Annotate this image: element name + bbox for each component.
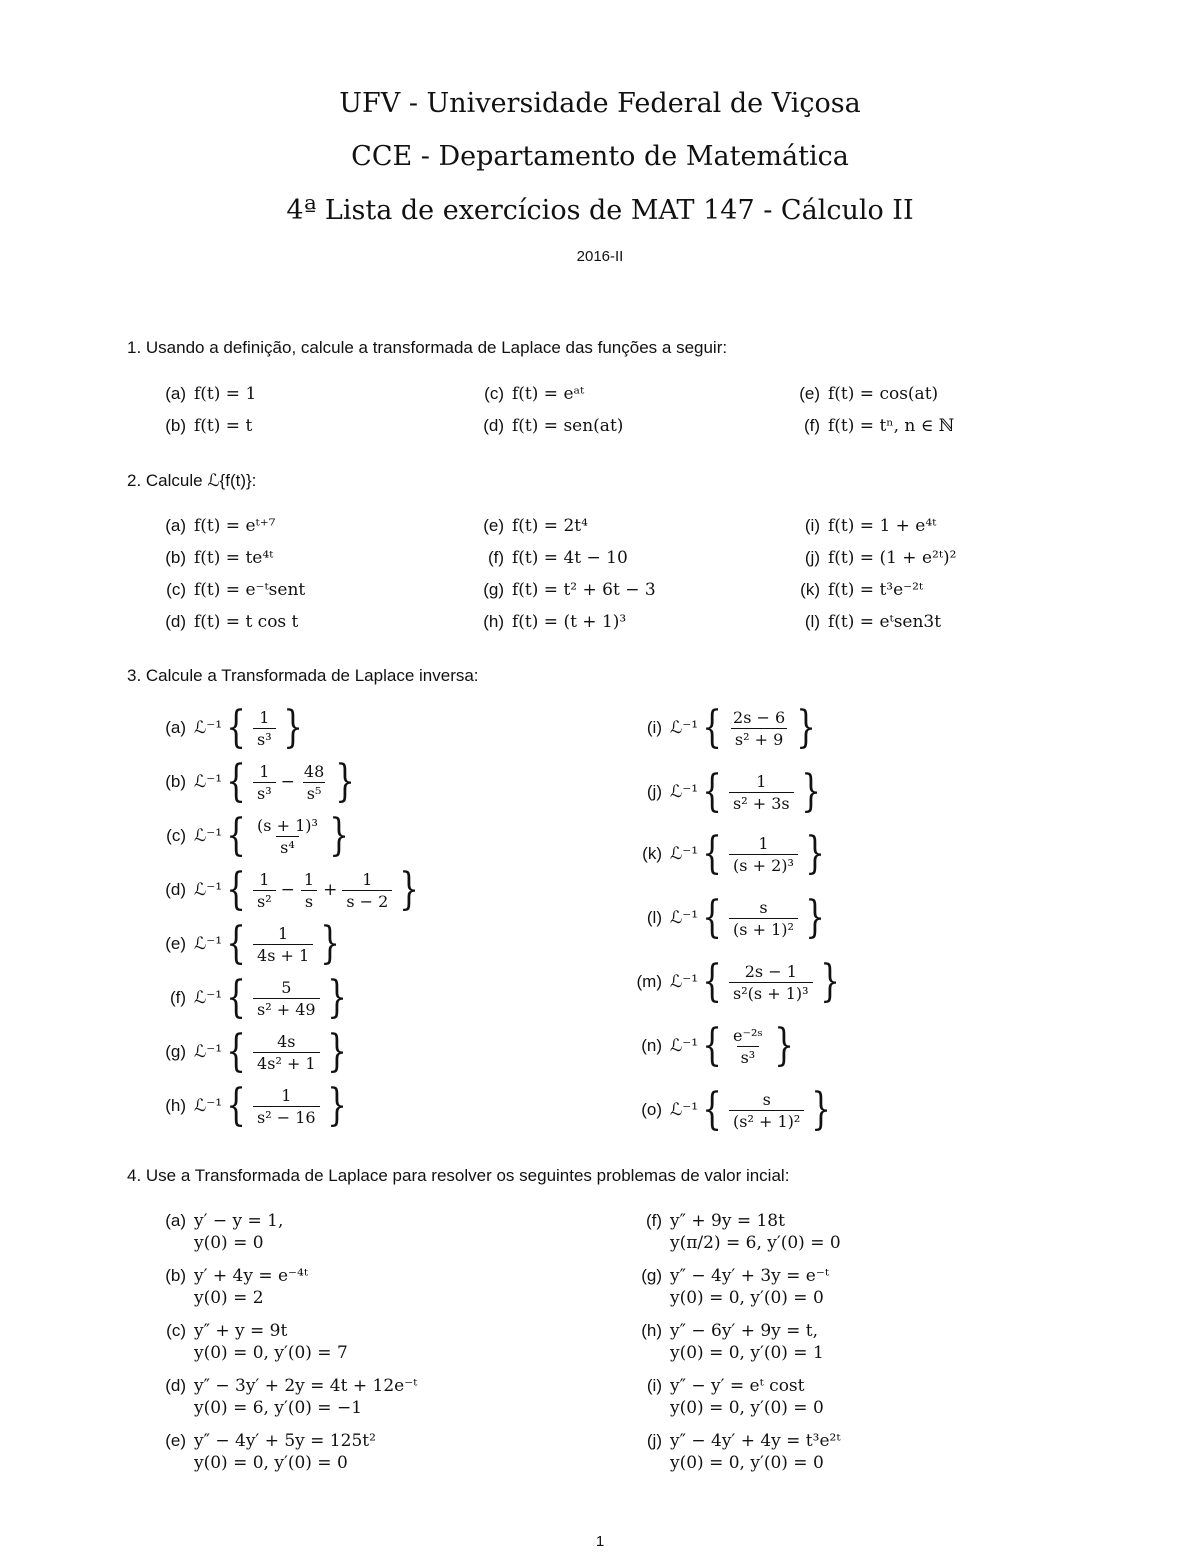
operator: + [323, 880, 338, 900]
inverse-operator: ℒ⁻¹ [670, 972, 699, 992]
item-label: (j) [646, 782, 662, 801]
item-expression: f(t) = t² + 6t − 3 [512, 580, 656, 600]
item-label: (e) [165, 1431, 186, 1450]
left-brace: { [702, 1084, 722, 1135]
ivp-initial-conditions: y(0) = 2 [194, 1288, 264, 1308]
inverse-laplace-item [150, 864, 423, 915]
math-row [150, 702, 307, 753]
inverse-laplace-item [626, 1020, 798, 1071]
numerator: 48 [303, 761, 325, 781]
numerator: 1 [303, 869, 315, 889]
ivp-item [150, 1376, 417, 1418]
inverse-operator: ℒ⁻¹ [194, 718, 223, 738]
item-expression: f(t) = 1 + e⁴ᵗ [828, 516, 937, 536]
right-brace: } [773, 1020, 794, 1071]
numerator: 1 [259, 869, 270, 889]
ivp-initial-conditions: y(0) = 0, y′(0) = 0 [194, 1453, 348, 1473]
numerator: (s + 1)³ [257, 815, 318, 835]
exercise-item [784, 384, 938, 404]
ivp-initial-conditions: y(π/2) = 6, y′(0) = 0 [670, 1233, 841, 1253]
inverse-operator: ℒ⁻¹ [670, 1036, 699, 1056]
item-expression: f(t) = t cos t [194, 612, 299, 632]
left-brace: { [702, 892, 722, 943]
item-label: (d) [483, 416, 504, 435]
exercise-item [784, 548, 956, 568]
numerator: 5 [281, 977, 292, 997]
math-row [150, 864, 423, 915]
item-expression: f(t) = sen(at) [512, 416, 624, 436]
math-row [626, 1084, 835, 1135]
exercise-item [150, 548, 273, 568]
inverse-operator: ℒ⁻¹ [670, 718, 699, 738]
exercise-item [468, 416, 623, 436]
inverse-laplace-item [626, 766, 825, 817]
item-label: (f) [645, 1211, 662, 1230]
item-expression: f(t) = 2t⁴ [512, 516, 588, 536]
fraction [729, 1026, 767, 1067]
denominator: (s² + 1)² [729, 1110, 804, 1131]
numerator: 1 [259, 707, 270, 727]
right-brace: } [329, 810, 349, 861]
numerator: s [762, 1089, 771, 1109]
numerator: 1 [259, 761, 270, 781]
ivp-initial-conditions: y(0) = 0, y′(0) = 1 [670, 1343, 824, 1363]
item-label: (a) [165, 1211, 186, 1230]
denominator: s³ [253, 728, 276, 749]
ivp-equation: y′ + 4y = e⁻⁴ᵗ [194, 1266, 309, 1286]
right-brace: } [320, 918, 341, 969]
left-brace: { [226, 702, 246, 753]
item-label: (b) [165, 772, 186, 791]
ivp-item [150, 1211, 283, 1253]
math-row [626, 702, 820, 753]
inverse-laplace-item [150, 810, 353, 861]
denominator: (s + 1)² [729, 918, 798, 939]
exercise-item [784, 516, 936, 536]
fraction [253, 924, 313, 965]
right-brace: } [811, 1084, 832, 1135]
ivp-equation: y′ − y = 1, [194, 1211, 284, 1231]
ivp-item [150, 1431, 376, 1473]
exercise-item [150, 416, 252, 436]
math-row [150, 756, 359, 807]
inverse-laplace-item [150, 972, 351, 1023]
item-label: (l) [646, 908, 662, 927]
ivp-equation: y″ − 4y′ + 5y = 125t² [194, 1431, 376, 1451]
item-expression: f(t) = eᵃᵗ [512, 384, 585, 404]
inverse-laplace-item [626, 892, 829, 943]
left-brace: { [702, 1020, 722, 1071]
inverse-laplace-item [150, 702, 307, 753]
inverse-operator: ℒ⁻¹ [194, 934, 223, 954]
numerator: 1 [362, 869, 373, 889]
item-expression: f(t) = (1 + e²ᵗ)² [828, 548, 957, 568]
denominator: s² + 3s [729, 792, 794, 813]
ivp-initial-conditions: y(0) = 0 [194, 1233, 264, 1253]
ivp-initial-conditions: y(0) = 0, y′(0) = 7 [194, 1343, 348, 1363]
ivp-equation: y″ − 4y′ + 3y = e⁻ᵗ [670, 1266, 830, 1286]
question-3-title: 3. Calcule a Transformada de Laplace inversa: [127, 666, 479, 685]
fraction [729, 962, 813, 1003]
left-brace: { [226, 864, 246, 915]
inverse-operator: ℒ⁻¹ [670, 844, 699, 864]
fraction [729, 708, 789, 749]
exercise-item [784, 580, 923, 600]
right-brace: } [326, 972, 347, 1023]
math-row [626, 892, 829, 943]
exercise-item [468, 612, 626, 632]
item-expression: f(t) = cos(at) [828, 384, 939, 404]
fraction [253, 816, 322, 857]
item-label: (m) [636, 972, 662, 991]
math-row [150, 1026, 351, 1077]
inverse-operator: ℒ⁻¹ [194, 988, 223, 1008]
left-brace: { [702, 766, 722, 817]
ivp-equation: y″ + 9y = 18t [670, 1211, 785, 1231]
item-label: (f) [487, 548, 504, 567]
exercise-item [150, 580, 305, 600]
right-brace: } [800, 766, 821, 817]
math-row [626, 1020, 798, 1071]
header-university: UFV - Universidade Federal de Viçosa [339, 88, 861, 119]
fraction [300, 762, 328, 803]
item-label: (d) [165, 612, 186, 631]
item-label: (h) [483, 612, 504, 631]
left-brace: { [226, 972, 246, 1023]
right-brace: } [805, 892, 825, 943]
item-expression: f(t) = eᵗ⁺⁷ [194, 516, 276, 536]
fraction [729, 772, 794, 813]
inverse-laplace-item [626, 702, 820, 753]
item-label: (h) [641, 1321, 662, 1340]
ivp-initial-conditions: y(0) = 0, y′(0) = 0 [670, 1398, 824, 1418]
item-label: (c) [166, 826, 186, 845]
ivp-initial-conditions: y(0) = 0, y′(0) = 0 [670, 1453, 824, 1473]
ivp-item [150, 1321, 348, 1363]
denominator: s⁵ [303, 782, 326, 803]
exercise-item [468, 548, 628, 568]
item-label: (a) [165, 516, 186, 535]
item-label: (d) [165, 880, 186, 899]
fraction [342, 870, 392, 911]
item-expression: f(t) = t [194, 416, 253, 436]
item-label: (h) [165, 1096, 186, 1115]
right-brace: } [326, 1080, 347, 1131]
left-brace: { [226, 918, 246, 969]
inverse-operator: ℒ⁻¹ [194, 826, 223, 846]
left-brace: { [226, 810, 246, 861]
item-label: (b) [165, 416, 186, 435]
ivp-item [626, 1431, 841, 1473]
item-expression: f(t) = te⁴ᵗ [194, 548, 274, 568]
item-label: (g) [641, 1266, 662, 1285]
numerator: 1 [758, 833, 769, 853]
numerator: 1 [278, 923, 289, 943]
denominator: 4s + 1 [253, 944, 313, 965]
item-label: (k) [642, 844, 662, 863]
question-2-title: 2. Calcule ℒ{f(t)}: [127, 471, 257, 490]
fraction [729, 1090, 804, 1131]
item-label: (o) [641, 1100, 662, 1119]
item-expression: f(t) = (t + 1)³ [512, 612, 627, 632]
item-label: (j) [646, 1431, 662, 1450]
ivp-initial-conditions: y(0) = 6, y′(0) = −1 [194, 1398, 363, 1418]
operator: − [280, 772, 295, 792]
item-label: (e) [799, 384, 820, 403]
item-label: (f) [169, 988, 186, 1007]
right-brace: } [805, 828, 825, 879]
denominator: s⁴ [276, 836, 299, 857]
left-brace: { [226, 756, 246, 807]
left-brace: { [702, 702, 722, 753]
inverse-laplace-item [626, 828, 829, 879]
fraction [253, 708, 276, 749]
denominator: s² + 9 [731, 728, 787, 749]
numerator: 4s [277, 1031, 296, 1051]
item-label: (c) [484, 384, 504, 403]
exercise-item [468, 384, 584, 404]
item-label: (f) [803, 416, 820, 435]
fraction [253, 762, 276, 803]
inverse-operator: ℒ⁻¹ [670, 782, 699, 802]
term-label: 2016-II [576, 248, 624, 265]
numerator: 1 [756, 771, 767, 791]
denominator: 4s² + 1 [253, 1052, 320, 1073]
ivp-item [626, 1211, 841, 1253]
page-title: 4ª Lista de exercícios de MAT 147 - Cálculo II [286, 195, 914, 226]
item-expression: f(t) = 1 [194, 384, 257, 404]
inverse-laplace-item [150, 756, 359, 807]
item-label: (l) [804, 612, 820, 631]
ivp-item [150, 1266, 308, 1308]
right-brace: } [282, 702, 303, 753]
right-brace: } [796, 702, 817, 753]
inverse-laplace-item [626, 1084, 835, 1135]
denominator: s² + 49 [253, 998, 320, 1019]
fraction [300, 870, 318, 911]
denominator: (s + 2)³ [729, 854, 798, 875]
inverse-operator: ℒ⁻¹ [670, 1100, 699, 1120]
item-expression: f(t) = e⁻ᵗsent [194, 580, 306, 600]
denominator: s² − 16 [253, 1106, 320, 1127]
item-label: (i) [646, 718, 662, 737]
math-row [150, 810, 353, 861]
fraction [253, 1086, 320, 1127]
right-brace: } [326, 1026, 347, 1077]
inverse-laplace-item [150, 918, 344, 969]
inverse-laplace-item [626, 956, 844, 1007]
operator: − [280, 880, 295, 900]
item-label: (b) [165, 548, 186, 567]
denominator: s²(s + 1)³ [729, 982, 813, 1003]
exercise-item [784, 416, 954, 436]
denominator: s − 2 [342, 890, 392, 911]
math-row [150, 1080, 351, 1131]
ivp-item [626, 1266, 829, 1308]
numerator: 2s − 1 [744, 961, 797, 981]
math-row [626, 766, 825, 817]
item-label: (e) [483, 516, 504, 535]
item-label: (g) [483, 580, 504, 599]
ivp-initial-conditions: y(0) = 0, y′(0) = 0 [670, 1288, 824, 1308]
ivp-equation: y″ − 6y′ + 9y = t, [670, 1321, 819, 1341]
item-label: (g) [165, 1042, 186, 1061]
numerator: 1 [281, 1085, 292, 1105]
question-4-title: 4. Use a Transformada de Laplace para resolver os seguintes problemas de valor incial: [127, 1166, 790, 1185]
exercise-item [468, 516, 588, 536]
ivp-item [626, 1321, 824, 1363]
item-expression: f(t) = 4t − 10 [512, 548, 628, 568]
question-1-title: 1. Usando a definição, calcule a transformada de Laplace das funções a seguir: [127, 338, 728, 357]
item-label: (k) [800, 580, 820, 599]
item-label: (c) [166, 580, 186, 599]
ivp-equation: y″ − 3y′ + 2y = 4t + 12e⁻ᵗ [194, 1376, 418, 1396]
item-label: (i) [804, 516, 820, 535]
math-row [150, 918, 344, 969]
math-row [626, 828, 829, 879]
fraction [253, 1032, 320, 1073]
exercise-item [468, 580, 656, 600]
left-brace: { [702, 828, 722, 879]
denominator: s³ [737, 1046, 760, 1067]
item-expression: f(t) = t³e⁻²ᵗ [828, 580, 924, 600]
exercise-item [150, 516, 275, 536]
item-label: (n) [641, 1036, 662, 1055]
inverse-laplace-item [150, 1026, 351, 1077]
left-brace: { [702, 956, 722, 1007]
denominator: s [301, 890, 317, 911]
left-brace: { [226, 1026, 246, 1077]
left-brace: { [226, 1080, 246, 1131]
right-brace: } [399, 864, 420, 915]
exercise-item [150, 612, 298, 632]
denominator: s² [253, 890, 276, 911]
denominator: s³ [253, 782, 276, 803]
inverse-operator: ℒ⁻¹ [194, 1096, 223, 1116]
inverse-operator: ℒ⁻¹ [194, 880, 223, 900]
header-department: CCE - Departamento de Matemática [351, 141, 849, 172]
ivp-equation: y″ − 4y′ + 4y = t³e²ᵗ [670, 1431, 841, 1451]
inverse-operator: ℒ⁻¹ [194, 1042, 223, 1062]
fraction [729, 898, 798, 939]
inverse-operator: ℒ⁻¹ [670, 908, 699, 928]
item-label: (d) [165, 1376, 186, 1395]
item-label: (e) [165, 934, 186, 953]
right-brace: } [819, 956, 840, 1007]
math-row [150, 972, 351, 1023]
fraction [253, 870, 276, 911]
page-number: 1 [595, 1533, 605, 1550]
inverse-laplace-item [150, 1080, 351, 1131]
item-label: (a) [165, 384, 186, 403]
inverse-operator: ℒ⁻¹ [194, 772, 223, 792]
item-label: (i) [646, 1376, 662, 1395]
item-expression: f(t) = tⁿ, n ∈ ℕ [828, 416, 955, 436]
math-row [626, 956, 844, 1007]
item-expression: f(t) = eᵗsen3t [828, 612, 942, 632]
numerator: e⁻²ˢ [733, 1025, 763, 1045]
fraction [729, 834, 798, 875]
fraction [253, 978, 320, 1019]
ivp-equation: y″ + y = 9t [194, 1321, 288, 1341]
ivp-item [626, 1376, 824, 1418]
exercise-item [784, 612, 941, 632]
numerator: 2s − 6 [733, 707, 786, 727]
item-label: (c) [166, 1321, 186, 1340]
item-label: (j) [804, 548, 820, 567]
item-label: (b) [165, 1266, 186, 1285]
right-brace: } [335, 756, 356, 807]
numerator: s [759, 897, 768, 917]
item-label: (a) [165, 718, 186, 737]
ivp-equation: y″ − y′ = eᵗ cost [670, 1376, 805, 1396]
exercise-item [150, 384, 256, 404]
